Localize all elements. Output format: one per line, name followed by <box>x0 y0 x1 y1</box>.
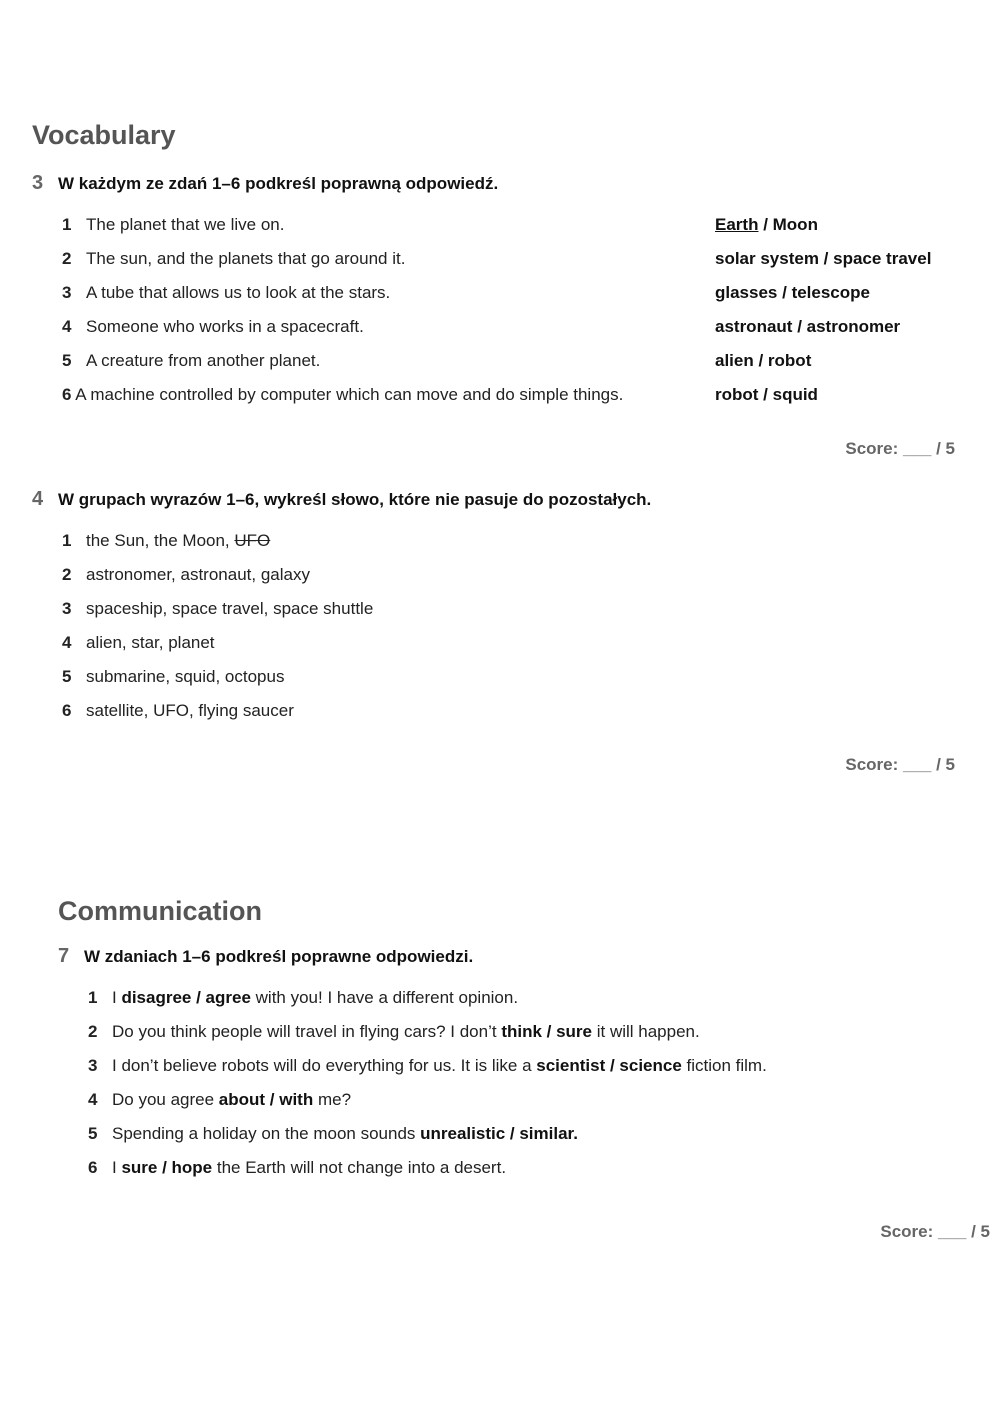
item-text-before: Do you agree <box>112 1090 219 1109</box>
answer-options <box>715 351 811 371</box>
option-a[interactable]: astronaut <box>715 317 793 336</box>
option-b[interactable]: Moon <box>772 215 818 234</box>
item-text[interactable]: spaceship, space travel, space shuttle <box>86 599 374 618</box>
list-item <box>62 283 390 303</box>
item-number: 4 <box>62 317 72 336</box>
item-text[interactable]: alien, star, planet <box>86 633 215 652</box>
item-text-before: I <box>112 988 122 1007</box>
option-a[interactable]: solar system <box>715 249 819 268</box>
exercise-4-heading <box>32 488 651 511</box>
item-text: The planet that we live on. <box>86 215 285 234</box>
list-item <box>88 1022 700 1042</box>
exercise-number: 7 <box>58 945 70 967</box>
section-title-vocabulary: Vocabulary <box>32 120 176 150</box>
section-title-communication: Communication <box>58 896 263 926</box>
answer-options[interactable]: unrealistic / similar. <box>420 1124 578 1143</box>
item-text[interactable]: satellite, UFO, flying saucer <box>86 701 294 720</box>
item-number: 6 <box>88 1158 98 1177</box>
item-text-before: I don’t believe robots will do everything for us. It is like a <box>112 1056 537 1075</box>
answer-options[interactable]: scientist / science <box>536 1056 682 1075</box>
list-item <box>88 1124 578 1144</box>
item-number: 5 <box>88 1124 98 1143</box>
item-number: 4 <box>62 633 72 652</box>
score-line: Score: ___ / 5 <box>845 755 955 774</box>
list-item <box>62 565 310 585</box>
option-b[interactable]: robot <box>767 351 812 370</box>
item-number: 3 <box>62 283 72 302</box>
option-b[interactable]: squid <box>772 385 818 404</box>
exercise-instruction: W grupach wyrazów 1–6, wykreśl słowo, które nie pasuje do pozostałych. <box>58 490 652 509</box>
list-item <box>62 215 284 235</box>
list-item <box>62 385 623 405</box>
item-text: A creature from another planet. <box>86 351 321 370</box>
item-text-after: fiction film. <box>681 1056 767 1075</box>
item-text-after: with you! I have a different opinion. <box>250 988 519 1007</box>
item-number: 2 <box>62 249 72 268</box>
exercise-instruction: W każdym ze zdań 1–6 podkreśl poprawną odpowiedź. <box>58 174 499 193</box>
item-number: 5 <box>62 667 72 686</box>
answer-options[interactable]: disagree / agree <box>121 988 251 1007</box>
item-text[interactable]: submarine, squid, octopus <box>86 667 285 686</box>
item-number: 5 <box>62 351 72 370</box>
score-line: Score: ___ / 5 <box>880 1222 990 1241</box>
item-text-after: me? <box>313 1090 352 1109</box>
list-item <box>62 599 373 619</box>
exercise-7-heading <box>58 945 473 968</box>
exercise-number: 4 <box>32 488 44 510</box>
answer-options <box>715 249 931 269</box>
item-text-after: the Earth will not change into a desert. <box>212 1158 507 1177</box>
list-item <box>62 701 294 721</box>
item-number: 6 <box>62 385 72 404</box>
score-line: Score: ___ / 5 <box>845 439 955 458</box>
answer-options <box>715 317 900 337</box>
item-text: A machine controlled by computer which can move and do simple things. <box>75 385 624 404</box>
list-item <box>88 1158 506 1178</box>
option-separator: / <box>777 283 792 302</box>
item-text: Someone who works in a spacecraft. <box>86 317 364 336</box>
list-item <box>88 1056 767 1076</box>
item-number: 2 <box>88 1022 98 1041</box>
list-item <box>62 531 270 551</box>
exercise-3-heading <box>32 172 498 195</box>
item-number: 4 <box>88 1090 98 1109</box>
option-separator: / <box>758 385 773 404</box>
list-item <box>62 633 215 653</box>
answer-options[interactable]: think / sure <box>501 1022 592 1041</box>
item-number: 3 <box>88 1056 98 1075</box>
list-item <box>88 988 518 1008</box>
item-number: 6 <box>62 701 72 720</box>
item-text: The sun, and the planets that go around it. <box>86 249 406 268</box>
list-item <box>62 351 320 371</box>
option-a[interactable]: robot <box>715 385 759 404</box>
answer-options <box>715 385 818 405</box>
option-b[interactable]: telescope <box>791 283 870 302</box>
option-separator: / <box>792 317 807 336</box>
exercise-number: 3 <box>32 172 44 194</box>
item-number: 1 <box>88 988 98 1007</box>
option-a[interactable]: alien <box>715 351 754 370</box>
answer-options <box>715 283 870 303</box>
answer-options[interactable]: sure / hope <box>121 1158 213 1177</box>
item-text-before: I <box>112 1158 122 1177</box>
item-number: 1 <box>62 215 72 234</box>
exercise-instruction: W zdaniach 1–6 podkreśl poprawne odpowiedzi. <box>84 947 474 966</box>
item-text-after: it will happen. <box>592 1022 700 1041</box>
item-text[interactable]: the Sun, the Moon, <box>86 531 235 550</box>
struck-word[interactable]: UFO <box>234 531 271 550</box>
option-b[interactable]: astronomer <box>806 317 901 336</box>
list-item <box>62 317 364 337</box>
item-number: 2 <box>62 565 72 584</box>
item-text-before: Spending a holiday on the moon sounds <box>112 1124 421 1143</box>
item-text: A tube that allows us to look at the stars. <box>86 283 391 302</box>
option-separator: / <box>818 249 834 268</box>
answer-options[interactable]: about / with <box>218 1090 314 1109</box>
answer-options <box>715 215 818 235</box>
list-item <box>62 667 284 687</box>
option-separator: / <box>758 215 773 234</box>
item-text-before: Do you think people will travel in flying cars? I don’t <box>112 1022 502 1041</box>
item-number: 3 <box>62 599 72 618</box>
option-a[interactable]: Earth <box>715 215 759 234</box>
option-a[interactable]: glasses <box>715 283 778 302</box>
list-item <box>88 1090 351 1110</box>
option-b[interactable]: space travel <box>833 249 932 268</box>
item-number: 1 <box>62 531 72 550</box>
item-text[interactable]: astronomer, astronaut, galaxy <box>86 565 310 584</box>
option-separator: / <box>753 351 768 370</box>
list-item <box>62 249 405 269</box>
